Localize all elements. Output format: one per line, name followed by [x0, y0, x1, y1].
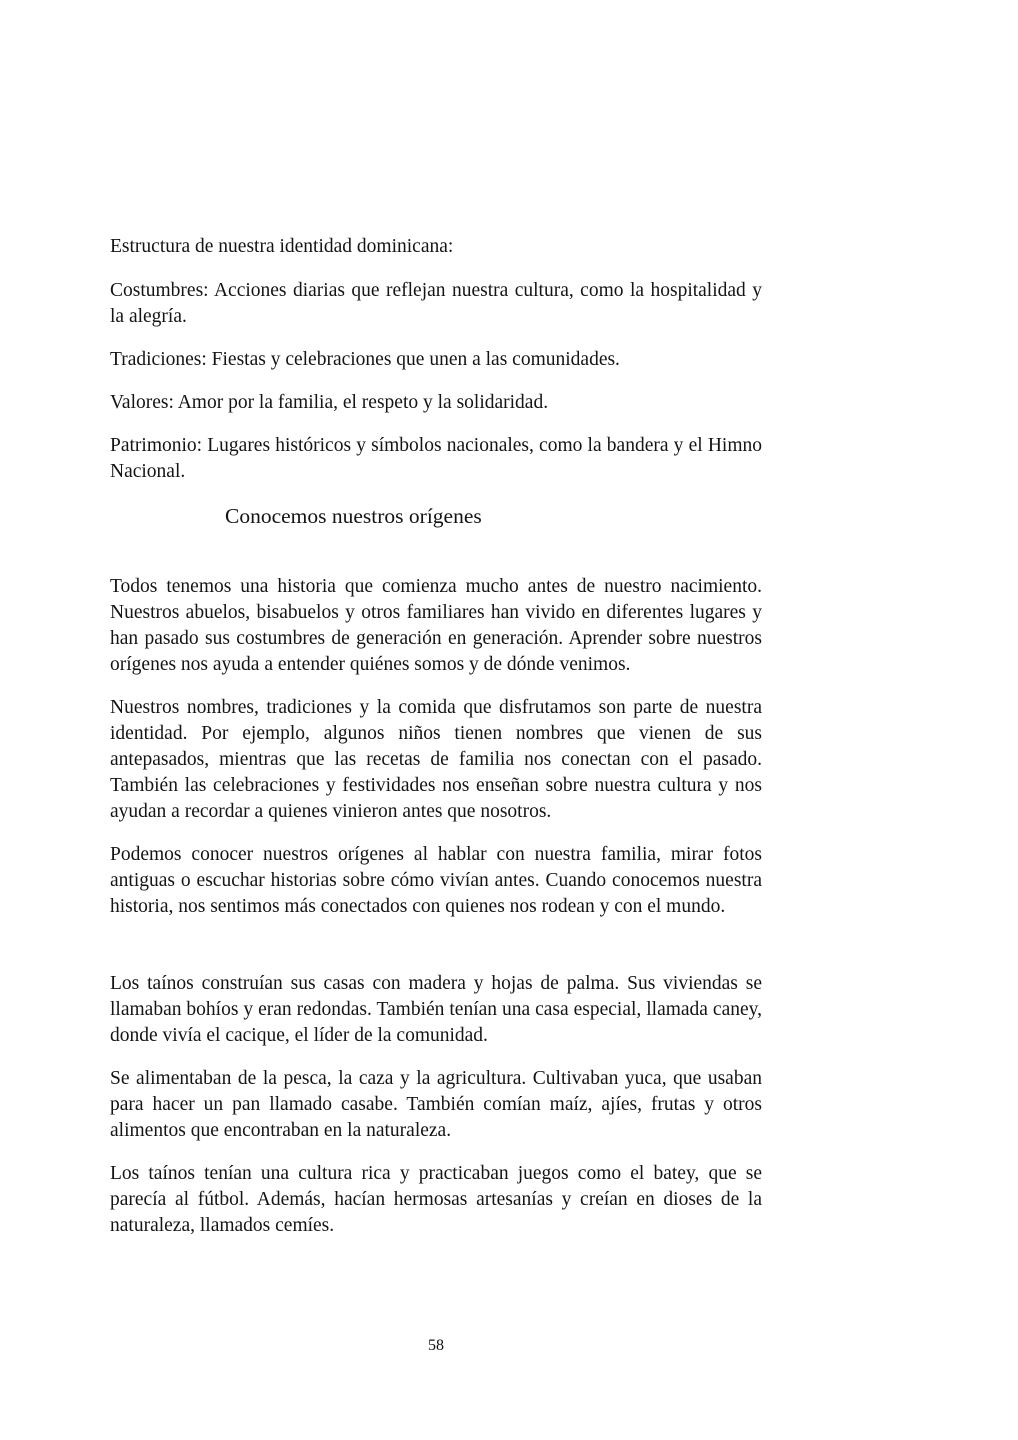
intro-line: Estructura de nuestra identidad dominicana: — [110, 236, 454, 257]
page-number: 58 — [428, 1337, 444, 1354]
tainos-paragraph-1: Los taínos construían sus casas con madera y hojas de palma. Sus viviendas se llamaban bohíos y eran redondas. También tenían una casa especial, llamada caney, donde vivía el cacique, el líder de la comunidad. — [110, 973, 762, 1046]
origins-paragraph-3: Podemos conocer nuestros orígenes al hablar con nuestra familia, mirar fotos antiguas o escuchar historias sobre cómo vivían antes. Cuando conocemos nuestra historia, nos sentimos más conectados con quienes nos rodean y con el mundo. — [110, 844, 762, 917]
page-content — [110, 234, 762, 1256]
tainos-paragraph-2: Se alimentaban de la pesca, la caza y la agricultura. Cultivaban yuca, que usaban para hacer un pan llamado casabe. También comían maíz, ajíes, frutas y otros alimentos que encontraban en la naturaleza. — [110, 1068, 762, 1141]
tainos-paragraph-3: Los taínos tenían una cultura rica y practicaban juegos como el batey, que se parecía al fútbol. Además, hacían hermosas artesanías y creían en dioses de la naturaleza, llamados cemíes. — [110, 1163, 762, 1236]
definition-tradiciones: Tradiciones: Fiestas y celebraciones que unen a las comunidades. — [110, 349, 620, 370]
definition-costumbres: Costumbres: Acciones diarias que reflejan nuestra cultura, como la hospitalidad y la alegría. — [110, 280, 762, 327]
origins-paragraph-1: Todos tenemos una historia que comienza mucho antes de nuestro nacimiento. Nuestros abuelos, bisabuelos y otros familiares han vivido en diferentes lugares y han pasado sus costumbres de generación en generación. Aprender sobre nuestros orígenes nos ayuda a entender quiénes somos y de dónde venimos. — [110, 576, 762, 675]
definition-patrimonio: Patrimonio: Lugares históricos y símbolos nacionales, como la bandera y el Himno Nacional. — [110, 435, 762, 482]
section-heading: Conocemos nuestros orígenes — [225, 504, 482, 528]
definition-valores: Valores: Amor por la familia, el respeto y la solidaridad. — [110, 392, 549, 413]
origins-paragraph-2: Nuestros nombres, tradiciones y la comida que disfrutamos son parte de nuestra identidad. Por ejemplo, algunos niños tienen nombres que vienen de sus antepasados, mientras que las recetas de familia nos conectan con el pasado. También las celebraciones y festividades nos enseñan sobre nuestra cultura y nos ayudan a recordar a quienes vinieron antes que nosotros. — [110, 697, 762, 822]
